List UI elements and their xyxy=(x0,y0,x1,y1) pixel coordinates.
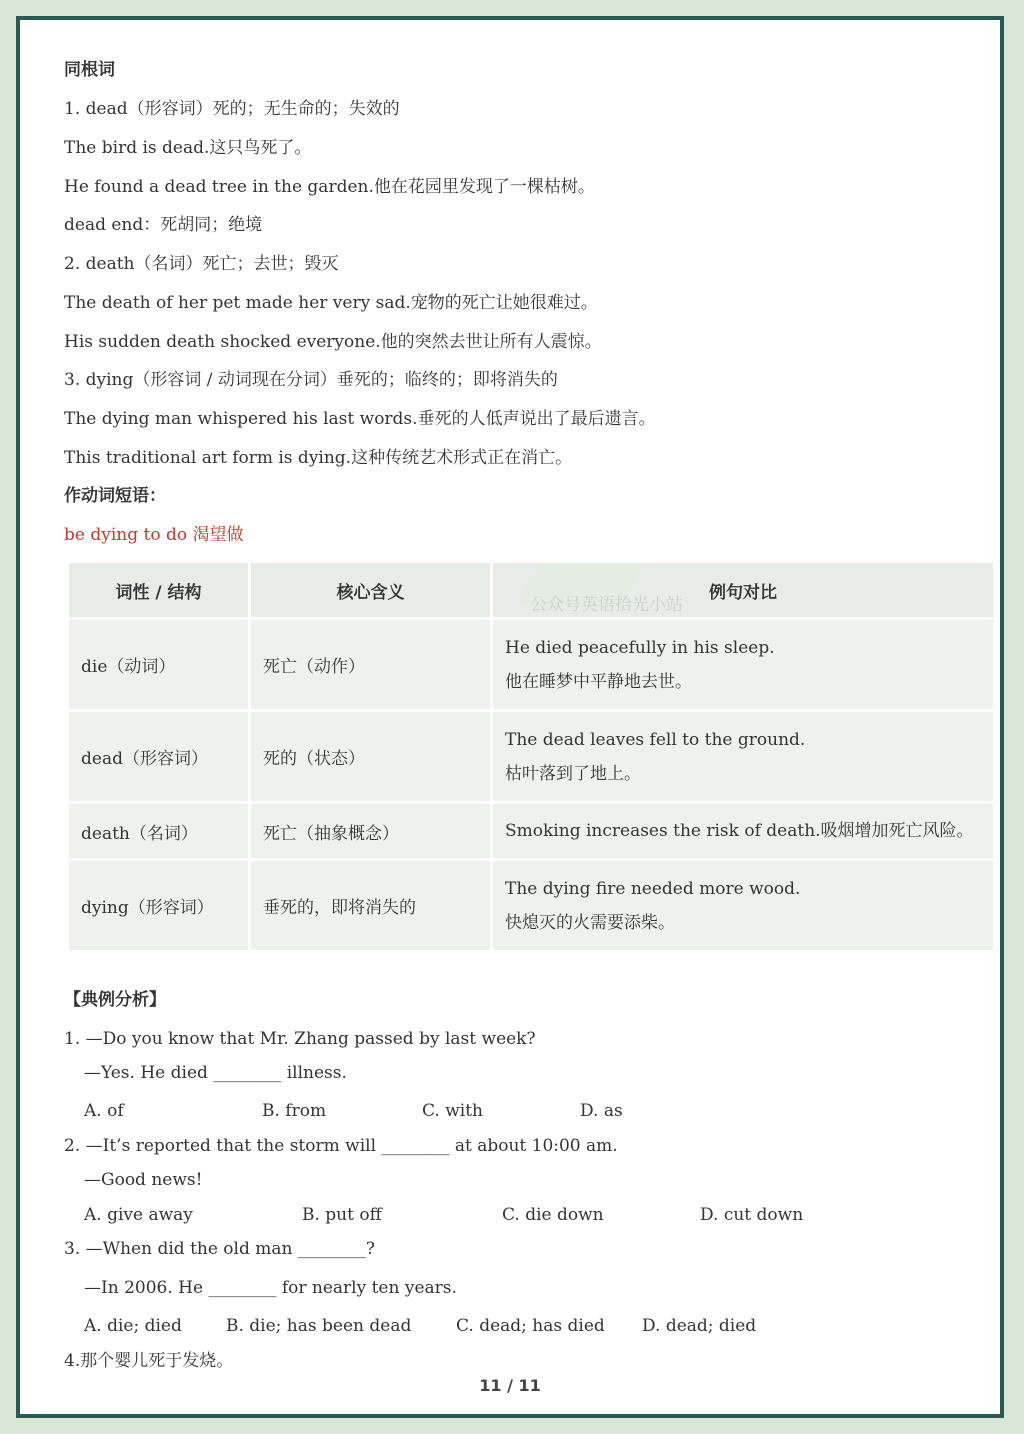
example-en: The dying fire needed more wood. xyxy=(505,878,801,899)
text-line: This traditional art form is dying.这种传统艺术形式正在消亡。 xyxy=(64,448,573,468)
option: D. as xyxy=(580,1101,623,1121)
option: B. die; has been dead xyxy=(226,1316,412,1336)
cell-meaning: 垂死的，即将消失的 xyxy=(251,861,490,950)
header-examples: 例句对比 xyxy=(493,563,993,617)
text-line: The dying man whispered his last words.垂死的人低声说出了最后遗言。 xyxy=(64,409,656,429)
question-3: 3. —When did the old man ________? xyxy=(64,1239,375,1259)
phrase-title: 作动词短语： xyxy=(64,486,166,506)
option: A. of xyxy=(84,1101,124,1121)
option: D. cut down xyxy=(700,1205,804,1225)
comparison-table xyxy=(66,560,996,953)
watermark-text: 公众号英语拾光小站 xyxy=(530,595,683,615)
header-meaning: 核心含义 xyxy=(251,563,490,617)
text-line: He found a dead tree in the garden.他在花园里发现了一棵枯树。 xyxy=(64,177,595,197)
cell-example xyxy=(493,804,993,858)
example-zh: 枯叶落到了地上。 xyxy=(505,763,641,784)
cell-example xyxy=(493,620,993,709)
cognates-title: 同根词 xyxy=(64,60,115,80)
cell-meaning: 死的（状态） xyxy=(251,712,490,801)
table-row xyxy=(69,804,993,858)
example-en: He died peacefully in his sleep. xyxy=(505,637,775,658)
option: A. die; died xyxy=(84,1316,182,1336)
text-line: 1. dead（形容词）死的；无生命的；失效的 xyxy=(64,99,400,119)
text-line: 2. death（名词）死亡；去世；毁灭 xyxy=(64,254,339,274)
example-zh: 他在睡梦中平静地去世。 xyxy=(505,671,692,692)
option: A. give away xyxy=(84,1205,193,1225)
question-3-reply: —In 2006. He ________ for nearly ten years. xyxy=(84,1278,457,1298)
option: B. from xyxy=(262,1101,327,1121)
cell-example xyxy=(493,712,993,801)
phrase-highlight: be dying to do 渴望做 xyxy=(64,525,244,545)
table-row xyxy=(69,861,993,950)
cell-example xyxy=(493,861,993,950)
text-line: 3. dying（形容词 / 动词现在分词）垂死的；临终的；即将消失的 xyxy=(64,370,558,390)
cell-pos: die（动词） xyxy=(69,620,248,709)
question-1-reply: —Yes. He died ________ illness. xyxy=(84,1063,347,1083)
option: C. with xyxy=(422,1101,483,1121)
option: C. die down xyxy=(502,1205,604,1225)
option: D. dead; died xyxy=(642,1316,757,1336)
question-2: 2. —It’s reported that the storm will ________ at about 10:00 am. xyxy=(64,1136,618,1156)
cell-pos: dead（形容词） xyxy=(69,712,248,801)
example-zh: 快熄灭的火需要添柴。 xyxy=(505,912,675,933)
header-pos: 词性 / 结构 xyxy=(69,563,248,617)
question-2-reply: —Good news! xyxy=(84,1170,203,1190)
example-en: The dead leaves fell to the ground. xyxy=(505,729,806,750)
table-row xyxy=(69,620,993,709)
text-line: The bird is dead.这只鸟死了。 xyxy=(64,138,312,158)
cell-meaning: 死亡（动作） xyxy=(251,620,490,709)
document-page xyxy=(16,16,1004,1418)
table-row xyxy=(69,712,993,801)
text-line: His sudden death shocked everyone.他的突然去世让所有人震惊。 xyxy=(64,332,602,352)
cell-pos: dying（形容词） xyxy=(69,861,248,950)
option: B. put off xyxy=(302,1205,382,1225)
text-line: The death of her pet made her very sad.宠物的死亡让她很难过。 xyxy=(64,293,598,313)
text-line: dead end：死胡同；绝境 xyxy=(64,215,263,235)
option: C. dead; has died xyxy=(456,1316,605,1336)
example-en: Smoking increases the risk of death.吸烟增加死亡风险。 xyxy=(505,821,974,841)
examples-title: 【典例分析】 xyxy=(64,990,166,1010)
question-4: 4.那个婴儿死于发烧。 xyxy=(64,1351,234,1371)
page-number: 11 / 11 xyxy=(479,1376,541,1395)
cell-meaning: 死亡（抽象概念） xyxy=(251,804,490,858)
cell-pos: death（名词） xyxy=(69,804,248,858)
question-1: 1. —Do you know that Mr. Zhang passed by last week? xyxy=(64,1029,536,1049)
